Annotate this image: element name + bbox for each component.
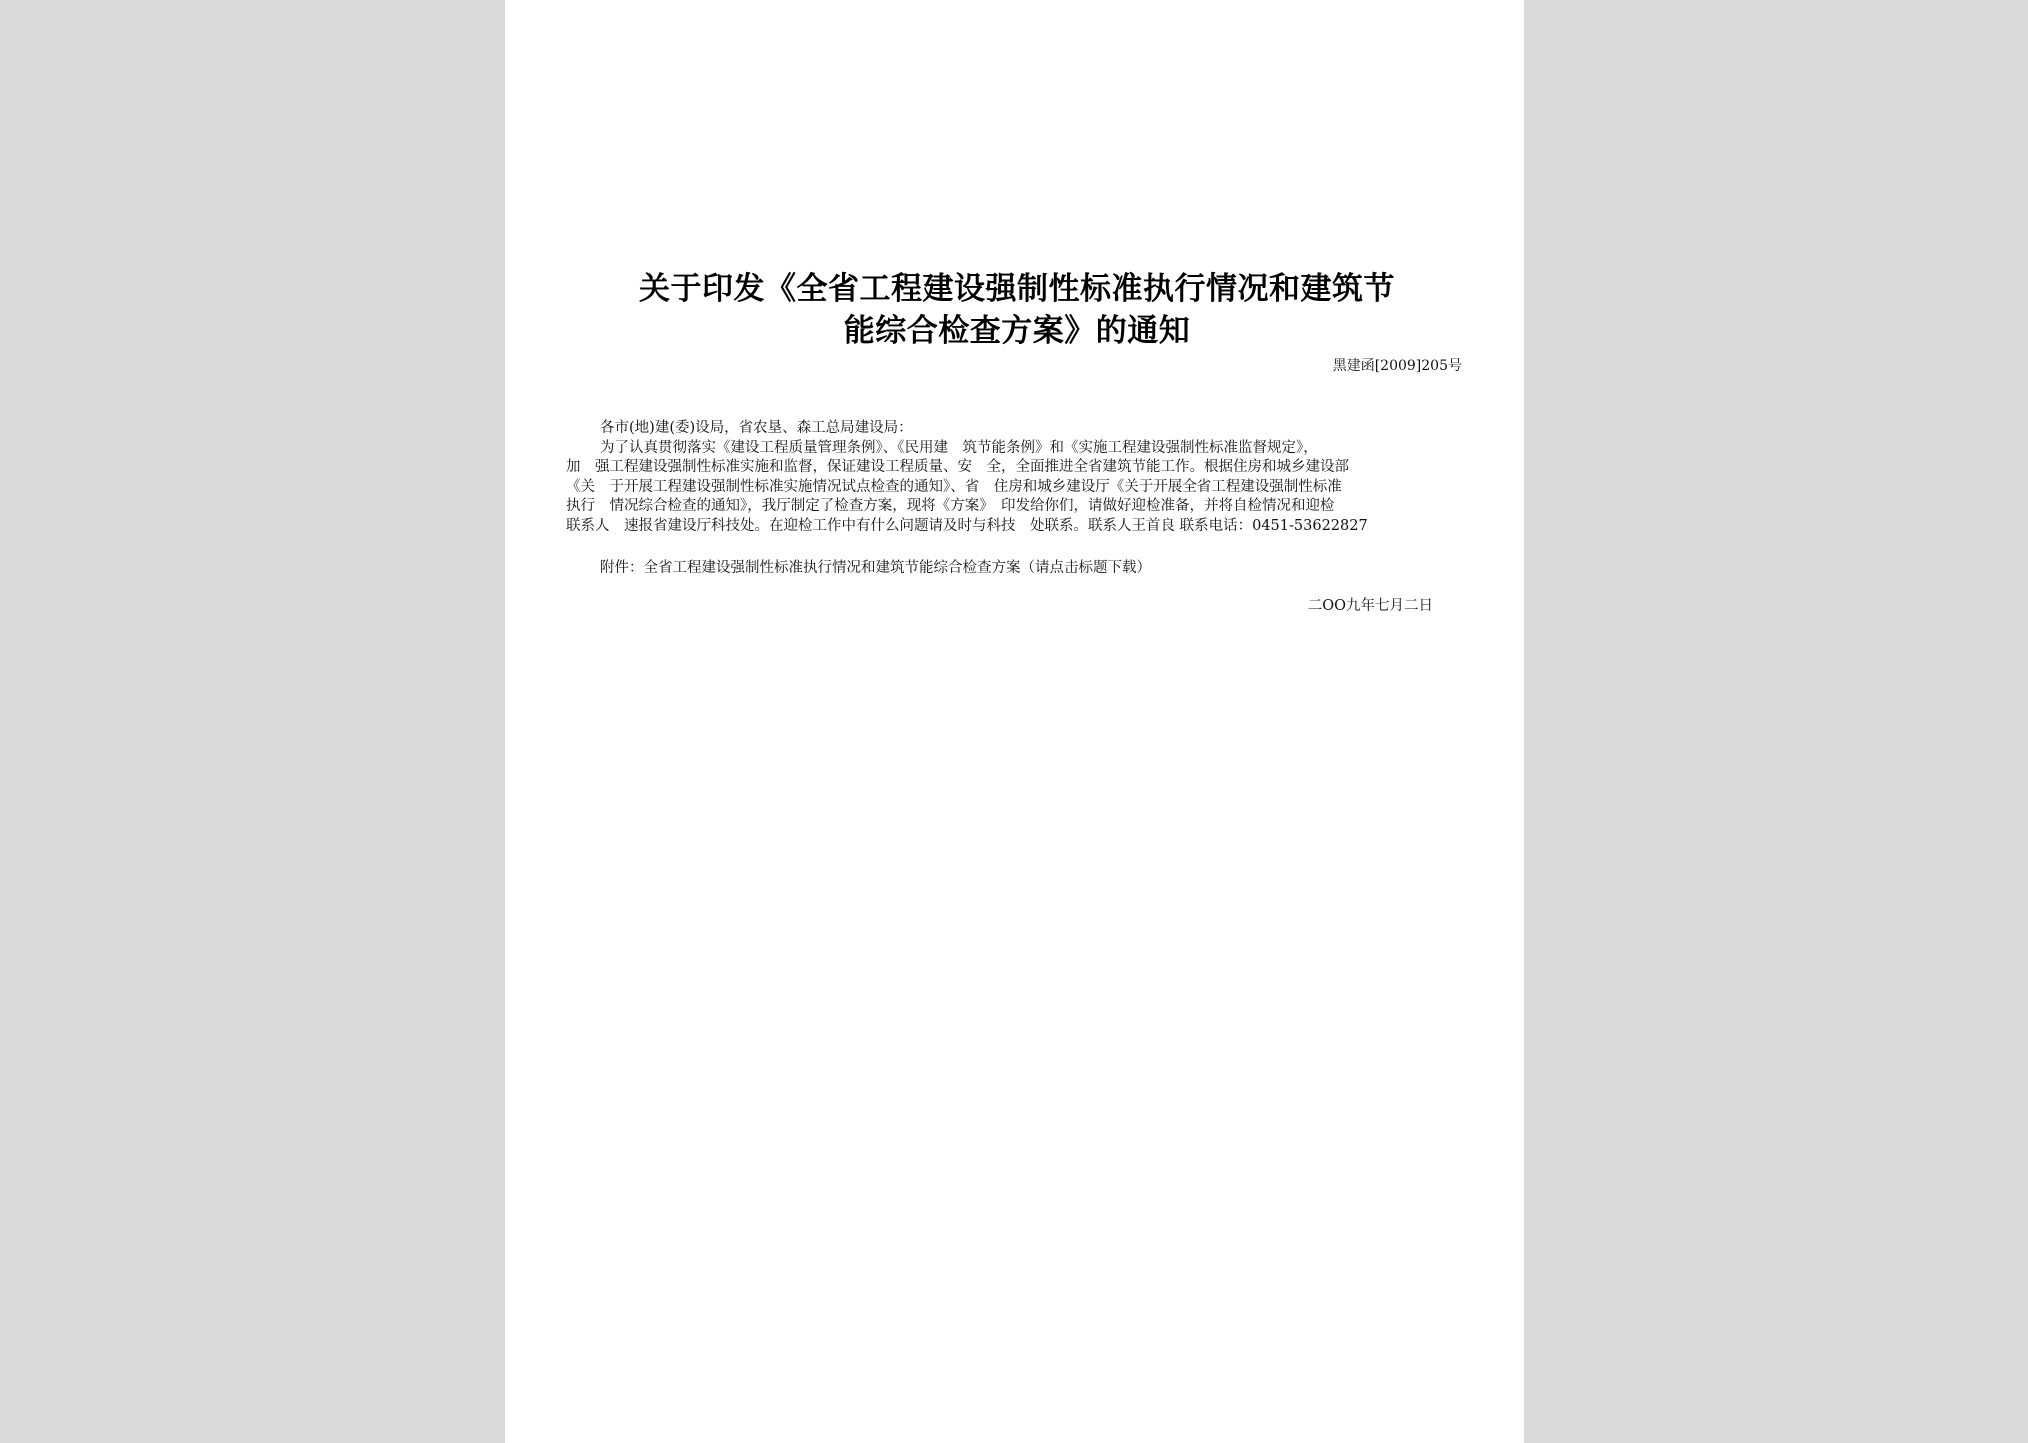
paragraph-line: 《关 于开展工程建设强制性标准实施情况试点检查的通知》、省 住房和城乡建设厅《关于开展全省工程建设强制性标准 bbox=[566, 478, 1342, 495]
attachment-line bbox=[600, 558, 1151, 578]
document-number: 黑建函[2009]205号 bbox=[1332, 358, 1462, 374]
salutation: 各市(地)建(委)设局，省农垦、森工总局建设局： bbox=[600, 420, 913, 436]
document-page bbox=[505, 0, 1524, 1443]
paragraph-line: 执行 情况综合检查的通知》，我厅制定了检查方案，现将《方案》 印发给你们，请做好迎检准备，并将自检情况和迎检 bbox=[566, 498, 1335, 515]
document-date: 二OO九年七月二日 bbox=[1307, 598, 1433, 614]
title-line-2: 能综合检查方案》的通知 bbox=[843, 313, 1191, 349]
document-title bbox=[555, 268, 1479, 352]
paragraph-line: 联系人 速报省建设厅科技处。在迎检工作中有什么问题请及时与科技 处联系。联系人王首良 联系电话：0451-53622827 bbox=[566, 517, 1368, 534]
paragraph-line: 加 强工程建设强制性标准实施和监督，保证建设工程质量、安 全，全面推进全省建筑节能工作。根据住房和城乡建设部 bbox=[566, 459, 1349, 476]
attachment-label: 附件： bbox=[600, 560, 644, 576]
attachment-link[interactable]: 全省工程建设强制性标准执行情况和建筑节能综合检查方案（请点击标题下载） bbox=[643, 560, 1151, 576]
document-body bbox=[566, 419, 1462, 537]
paragraph-line: 为了认真贯彻落实《建设工程质量管理条例》、《民用建 筑节能条例》和《实施工程建设强制性标准监督规定》， bbox=[600, 439, 1318, 456]
title-line-1: 关于印发《全省工程建设强制性标准执行情况和建筑节 bbox=[639, 271, 1395, 307]
